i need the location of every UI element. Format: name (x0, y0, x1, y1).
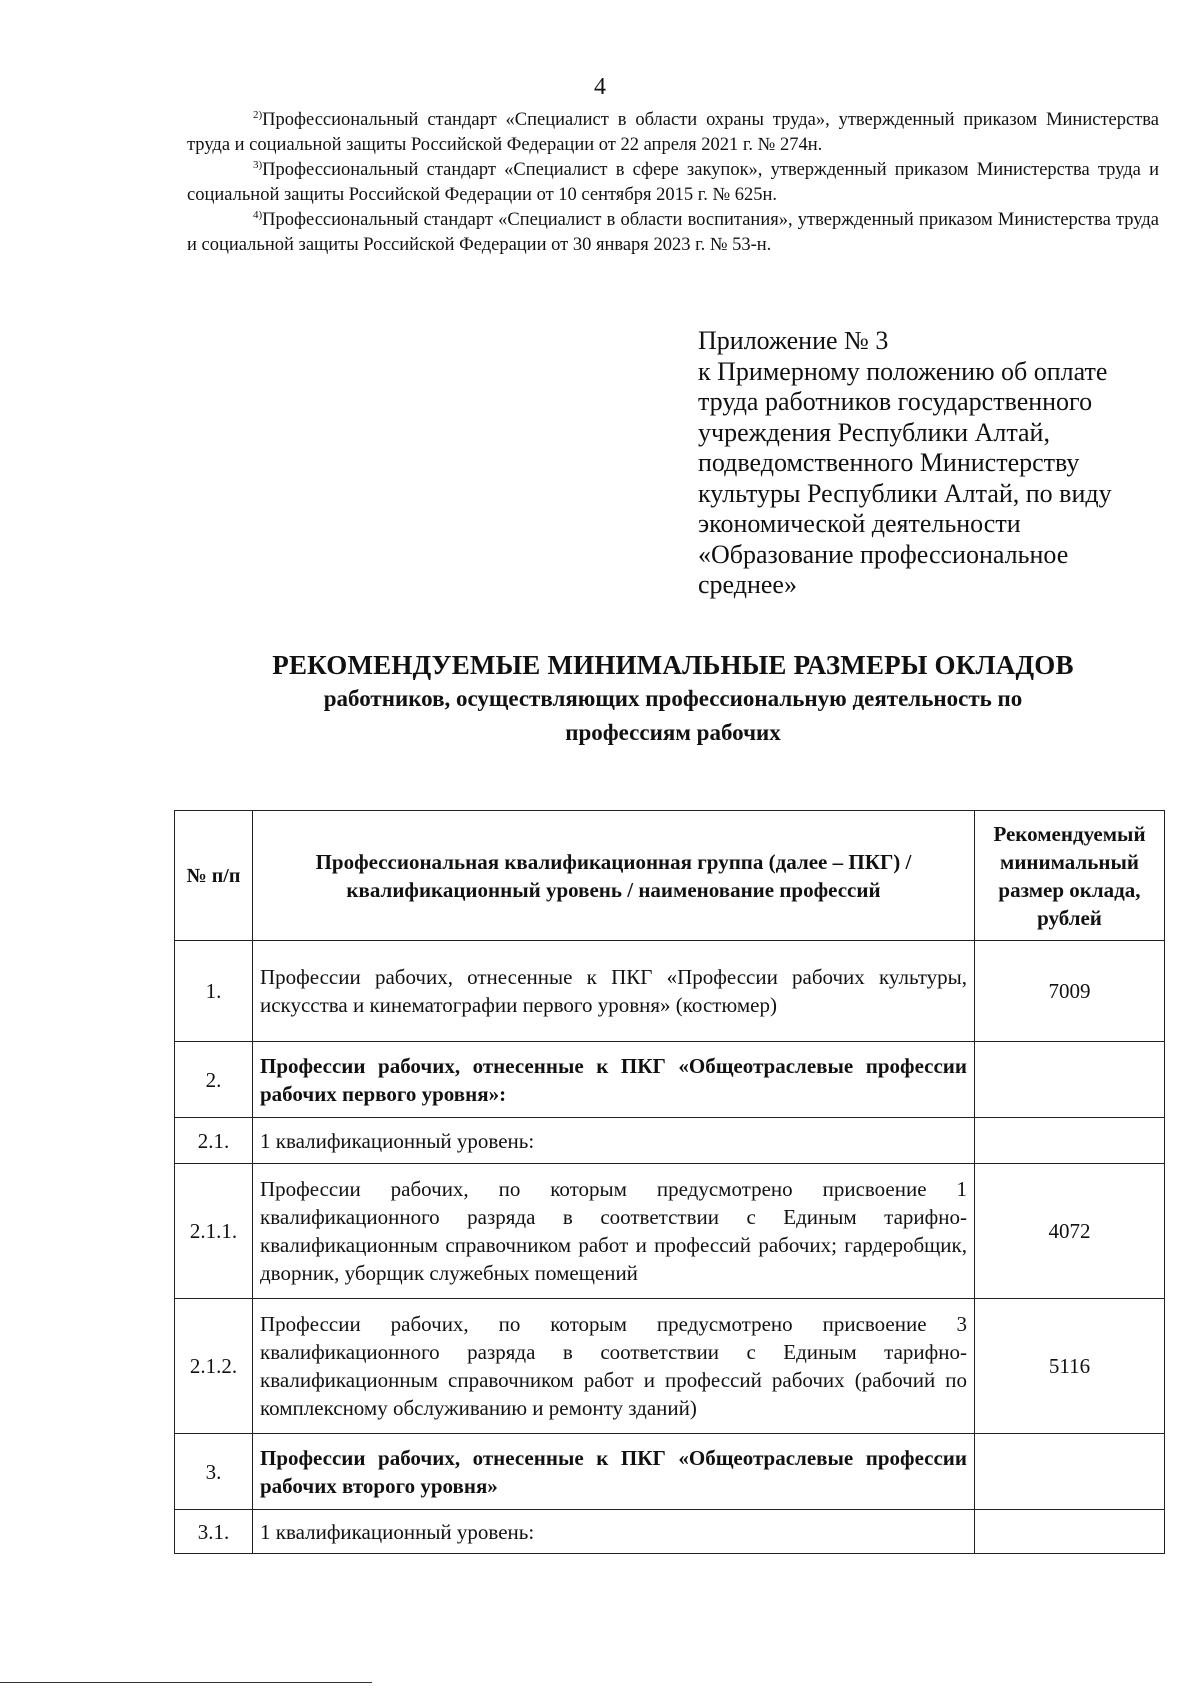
footnote-2 (187, 108, 1159, 158)
footnote-3 (187, 158, 1159, 208)
appendix-line: экономической деятельности (698, 509, 1021, 538)
appendix-line: труда работников государственного (698, 387, 1093, 416)
document-heading (187, 648, 1159, 750)
footnotes (187, 108, 1159, 258)
row-value (975, 1118, 1165, 1164)
footnote-marker: 3) (253, 159, 263, 171)
header-name (253, 811, 975, 941)
table-row (175, 941, 1165, 1042)
table-row (175, 1164, 1165, 1299)
appendix-block (698, 326, 1168, 601)
appendix-line: к Примерному положению об оплате (698, 356, 1108, 386)
row-text: Профессии рабочих, отнесенные к ПКГ «Общеотраслевые профессии рабочих первого уровня»: (253, 1042, 975, 1118)
header-value-line: рублей (1037, 905, 1102, 930)
appendix-line: культуры Республики Алтай, по виду (698, 478, 1112, 508)
table-row (175, 1510, 1165, 1554)
footnote-marker: 2) (253, 109, 263, 121)
row-value (975, 1042, 1165, 1118)
table-row (175, 1042, 1165, 1118)
salary-table (174, 810, 1165, 1554)
row-num: 1. (175, 941, 253, 1042)
table-row (175, 1299, 1165, 1434)
header-value-line: минимальный (1000, 849, 1139, 874)
document-subtitle-line: работников, осуществляющих профессиональную деятельность по (323, 686, 1023, 711)
table-row (175, 1118, 1165, 1164)
row-text: 1 квалификационный уровень: (253, 1118, 975, 1164)
header-name-line: Профессиональная квалификационная группа (далее – ПКГ) / (315, 849, 912, 874)
row-text: Профессии рабочих, по которым предусмотрено присвоение 1 квалификационного разряда в соответствии с Единым тарифно-квалификационным справочником работ и профессий рабочих; гардеробщик, дворник, уборщик служебных помещений (253, 1164, 975, 1299)
header-num: № п/п (175, 811, 253, 941)
row-text: Профессии рабочих, по которым предусмотрено присвоение 3 квалификационного разряда в соответствии с Единым тарифно-квалификационным справочником работ и профессий рабочих (рабочий по комплексному обслуживанию и ремонту зданий) (253, 1299, 975, 1434)
row-num: 3.1. (175, 1510, 253, 1554)
row-value: 7009 (975, 941, 1165, 1042)
page-number: 4 (594, 74, 606, 100)
row-text: Профессии рабочих, отнесенные к ПКГ «Общеотраслевые профессии рабочих второго уровня» (253, 1434, 975, 1510)
row-num: 2.1.1. (175, 1164, 253, 1299)
appendix-line: «Образование профессиональное (698, 539, 1069, 569)
table-row (175, 1434, 1165, 1510)
row-value (975, 1434, 1165, 1510)
row-value (975, 1510, 1165, 1554)
row-value: 5116 (975, 1299, 1165, 1434)
header-value-line: Рекомендуемый (993, 821, 1146, 846)
header-value (975, 811, 1165, 941)
row-num: 3. (175, 1434, 253, 1510)
footnote-text: Профессиональный стандарт «Специалист в области охраны труда», утвержденный приказом Министерства труда и социальной защиты Российской Федерации от 22 апреля 2021 г. № 274н. (187, 110, 1159, 155)
footnote-marker: 4) (253, 209, 263, 221)
appendix-line: подведомственного Министерству (698, 448, 1080, 477)
footnote-4 (187, 208, 1159, 258)
row-text: Профессии рабочих, отнесенные к ПКГ «Профессии рабочих культуры, искусства и кинематографии первого уровня» (костюмер) (253, 941, 975, 1042)
document-subtitle-line: профессиям рабочих (565, 720, 781, 745)
footnote-text: Профессиональный стандарт «Специалист в области воспитания», утвержденный приказом Министерства труда и социальной защиты Российской Федерации от 30 января 2023 г. № 53-н. (187, 210, 1159, 255)
row-num: 2. (175, 1042, 253, 1118)
footnote-text: Профессиональный стандарт «Специалист в сфере закупок», утвержденный приказом Министерства труда и социальной защиты Российской Федерации от 10 сентября 2015 г. № 625н. (187, 160, 1159, 205)
header-name-line: квалификационный уровень / наименование профессий (346, 877, 881, 902)
appendix-line: Приложение № 3 (698, 326, 889, 355)
document-title: РЕКОМЕНДУЕМЫЕ МИНИМАЛЬНЫЕ РАЗМЕРЫ ОКЛАДОВ (272, 650, 1074, 680)
row-num: 2.1.2. (175, 1299, 253, 1434)
appendix-line: среднее» (698, 570, 797, 599)
appendix-line: учреждения Республики Алтай, (698, 417, 1050, 447)
footnote-separator (0, 1682, 372, 1683)
table-header-row (175, 811, 1165, 941)
row-value: 4072 (975, 1164, 1165, 1299)
row-num: 2.1. (175, 1118, 253, 1164)
header-value-line: размер оклада, (998, 877, 1141, 902)
row-text: 1 квалификационный уровень: (253, 1510, 975, 1554)
